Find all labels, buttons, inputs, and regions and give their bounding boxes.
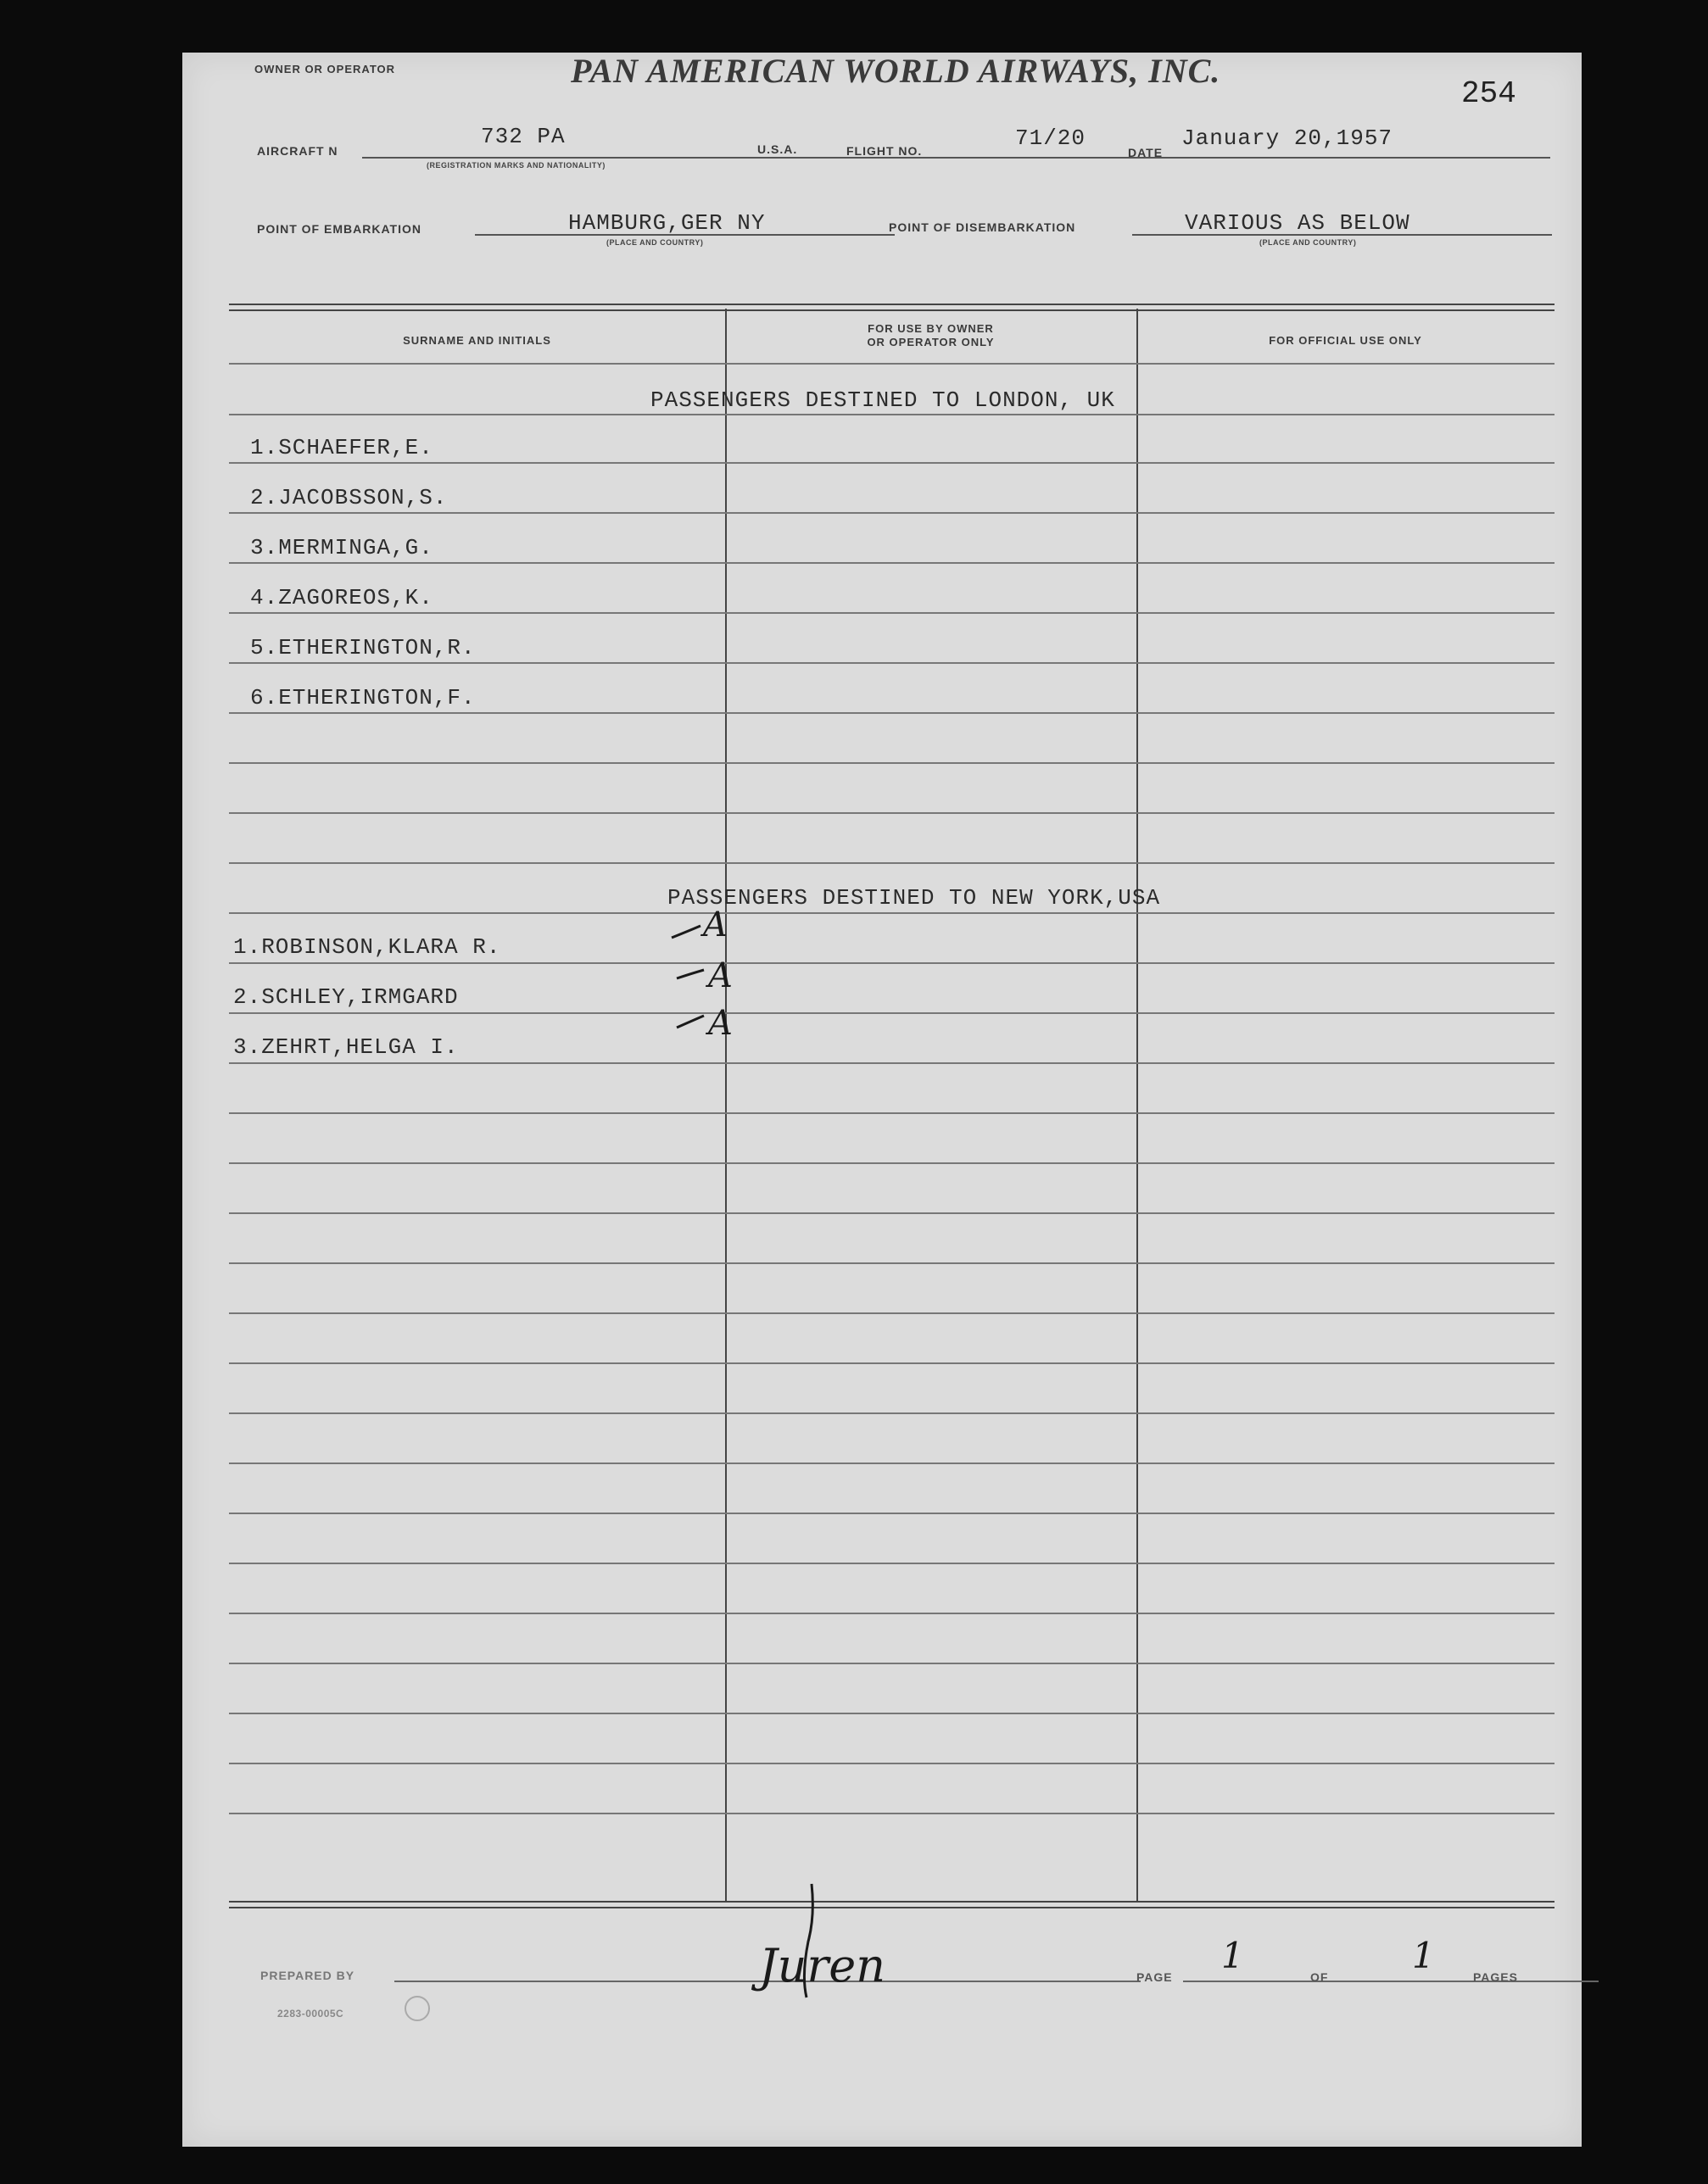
rule-line [229, 512, 1555, 514]
form-code: 2283-00005C [277, 2008, 344, 2020]
passenger-row: 4.ZAGOREOS,K. [250, 585, 433, 610]
rule-line [229, 1312, 1555, 1314]
rule-line [229, 1613, 1555, 1614]
pages-label: PAGES [1473, 1970, 1518, 1984]
signature-stroke [793, 1882, 827, 2001]
handwritten-letter: A [708, 1004, 733, 1043]
manifest-page [182, 53, 1582, 2147]
total-pages: 1 [1412, 1935, 1435, 1976]
rule-line [229, 414, 1555, 415]
passenger-row: 3.MERMINGA,G. [250, 535, 433, 560]
column-owner-use [725, 322, 1136, 349]
passenger-row: 3.ZEHRT,HELGA I. [233, 1034, 459, 1060]
section-heading-new-york: PASSENGERS DESTINED TO NEW YORK,USA [667, 885, 1161, 911]
page-label: PAGE [1136, 1970, 1173, 1984]
rule-line [229, 1262, 1555, 1264]
disembarkation-label: POINT OF DISEMBARKATION [889, 220, 1076, 234]
page-stamp: 254 [1461, 76, 1516, 111]
rule-line [229, 1713, 1555, 1714]
signature: Juren [759, 1939, 885, 1992]
passenger-row: 2.SCHLEY,IRMGARD [233, 984, 459, 1010]
rule-line [229, 1162, 1555, 1164]
disembarkation-caption: (PLACE AND COUNTRY) [1259, 238, 1357, 247]
registration-caption: (REGISTRATION MARKS AND NATIONALITY) [427, 161, 606, 170]
date-value: January 20,1957 [1181, 125, 1393, 151]
rule-line [229, 662, 1555, 664]
embarkation-value: HAMBURG,GER NY [568, 210, 766, 236]
embarkation-label: POINT OF EMBARKATION [257, 222, 421, 236]
aircraft-value: 732 PA [481, 124, 566, 149]
passenger-row: 1.ROBINSON,KLARA R. [233, 934, 501, 960]
rule-line [229, 962, 1555, 964]
rule-line [229, 1763, 1555, 1764]
rule-line [229, 1212, 1555, 1214]
rule-line [229, 1412, 1555, 1414]
flight-label: FLIGHT NO. [846, 144, 923, 158]
rule-line [229, 812, 1555, 814]
owner-label: OWNER OR OPERATOR [254, 63, 396, 75]
column-official: FOR OFFICIAL USE ONLY [1269, 334, 1422, 347]
section-heading-london: PASSENGERS DESTINED TO LONDON, UK [650, 387, 1115, 413]
rule-line [229, 1813, 1555, 1814]
rule-line [229, 712, 1555, 714]
printing-office-seal [405, 1996, 430, 2021]
disembarkation-value: VARIOUS AS BELOW [1185, 210, 1410, 236]
rule-line [229, 1513, 1555, 1514]
handwritten-letter: A [703, 905, 728, 944]
check-mark-1 [672, 926, 701, 938]
page-number: 1 [1221, 1935, 1244, 1976]
rule-line [229, 1563, 1555, 1564]
rule-line [229, 1062, 1555, 1064]
column-surname: SURNAME AND INITIALS [403, 334, 551, 347]
rule-line [229, 762, 1555, 764]
rule-line [229, 1462, 1555, 1464]
passenger-row: 5.ETHERINGTON,R. [250, 635, 476, 660]
country-label: U.S.A. [757, 142, 798, 156]
aircraft-label: AIRCRAFT N [257, 144, 338, 158]
passenger-row: 6.ETHERINGTON,F. [250, 685, 476, 710]
of-label: OF [1310, 1970, 1329, 1984]
rule-line [229, 862, 1555, 864]
rule-line [229, 562, 1555, 564]
handwritten-letter: A [708, 956, 733, 995]
prepared-by-label: PREPARED BY [260, 1969, 355, 1982]
rule-line [229, 912, 1555, 914]
airline-name: PAN AMERICAN WORLD AIRWAYS, INC. [571, 52, 1221, 90]
rule-line [229, 1112, 1555, 1114]
flight-value: 71/20 [1015, 125, 1086, 151]
rule-line [229, 612, 1555, 614]
check-mark-2 [677, 970, 704, 978]
check-mark-3 [677, 1016, 704, 1028]
passenger-row: 2.JACOBSSON,S. [250, 485, 448, 510]
rule-line [229, 1012, 1555, 1014]
embarkation-caption: (PLACE AND COUNTRY) [606, 238, 704, 247]
column-owner-use-line1: FOR USE BY OWNER [868, 322, 994, 335]
date-label: DATE [1128, 146, 1164, 159]
rule-line [229, 1663, 1555, 1664]
rule-line [229, 1362, 1555, 1364]
rule-line [229, 462, 1555, 464]
passenger-row: 1.SCHAEFER,E. [250, 435, 433, 460]
column-owner-use-line2: OR OPERATOR ONLY [867, 336, 995, 348]
rule-line [229, 363, 1555, 365]
